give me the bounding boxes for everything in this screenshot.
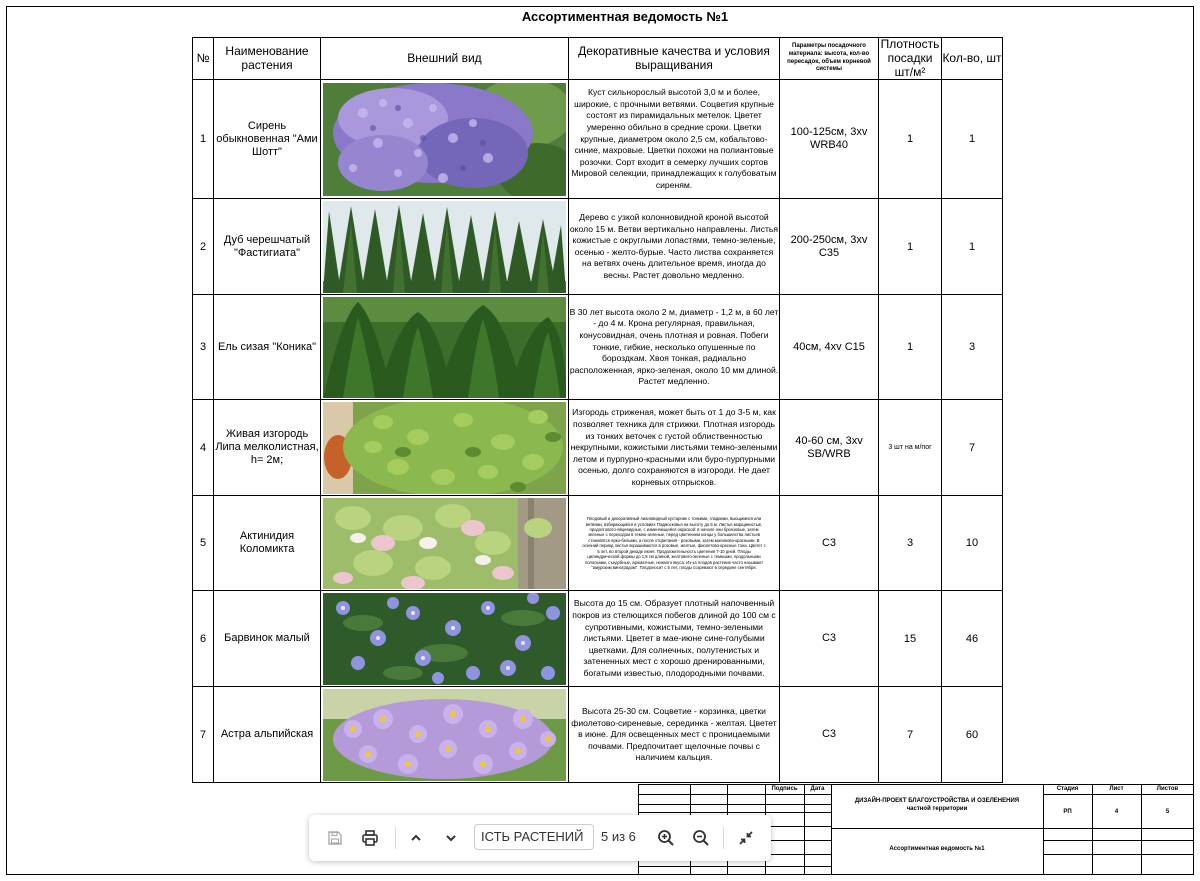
header-density: Плотность посадки шт/м²: [879, 38, 942, 80]
header-appearance: Внешний вид: [321, 38, 569, 80]
assortment-table: [192, 37, 1003, 783]
previous-page-button[interactable]: [403, 824, 429, 852]
row-num: 7: [193, 687, 214, 783]
zoom-in-icon: [657, 829, 675, 847]
plant-params: 40-60 см, 3хv SB/WRB: [780, 400, 879, 496]
stamp-stadia-label: Стадия: [1056, 786, 1079, 792]
stamp-sheet-title: Ассортиментная ведомость №1: [889, 846, 985, 852]
lilac-photo: [323, 83, 566, 196]
stamp-list-label: Лист: [1109, 786, 1124, 792]
header-description: Декоративные качества и условия выращивания: [569, 38, 780, 80]
table-row: [193, 496, 1003, 591]
page-title: Ассортиментная ведомость №1: [521, 9, 729, 24]
plant-params: 200-250см, 3хv С35: [780, 199, 879, 295]
plant-qty: 1: [942, 80, 1003, 199]
plant-name: Дуб черешчатый "Фастигиата": [214, 199, 321, 295]
row-num: 3: [193, 295, 214, 400]
header-qty: Кол-во, шт: [942, 38, 1003, 80]
search-input[interactable]: ІСТЬ РАСТЕНИЙ: [474, 824, 594, 850]
plant-density: 15: [879, 591, 942, 687]
plant-qty: 46: [942, 591, 1003, 687]
plant-params: С3: [780, 687, 879, 783]
header-params: Параметры посадочного материала: высота, кол-во пересадок, объем корневой системы: [780, 38, 879, 80]
plant-name: Барвинок малый: [214, 591, 321, 687]
print-icon: [361, 829, 379, 847]
table-row: [193, 591, 1003, 687]
plant-name: Ель сизая "Коника": [214, 295, 321, 400]
page-indicator: 5 из 6: [601, 829, 636, 844]
plant-density: 7: [879, 687, 942, 783]
table-row: [193, 80, 1003, 199]
plant-density: 3: [879, 496, 942, 591]
plant-description: Дерево с узкой колонновидной кроной высотой около 15 м. Ветви вертикально направлены. Листья кожистые с округлыми лопастями, темно-зеленые, осенью - желто-бурые. Часто листва сохраняется на ветвях очень длительное время, иногда до весны. Растет довольно медленно.: [569, 199, 780, 295]
plant-name: Актинидия Коломикта: [214, 496, 321, 591]
zoom-in-button[interactable]: [653, 824, 679, 852]
plant-description: Высота 25-30 см. Соцветие - корзинка, цветки фиолетово-сиреневые, серединка - желтая. Цветет в июне. Для освещенных мест с проницаемыми почвами. Предпочитает щелочные почвы с наличием кальция.: [569, 687, 780, 783]
row-num: 4: [193, 400, 214, 496]
plant-description: Плодовый и декоративный лиановидный кустарник с тонкими, гладкими, вьющимися или ветвями, взбирающийся в условиях Подмосковья на высоту до 5 м. Листья морщинистые, продолговато-яйцевидные, с изменяющейся окраской: в начале они бронзовые, затем зеленые с переходом в темно-зеленые, перед цветением концы у большинства листьев становятся ярко-белыми, а после отцветания - розовыми, затем малиново-красными. В осенний период листья окрашиваются в розовые, желтые, фиолетово-красные тона. Цветет с 5 лет, во второй декаде июня. Продолжительность цветения 7-10 дней. Плоды цилиндрической формы до 1,8 см длиной, желтовато-зеленые с темными, продольными полосками, съедобные, ароматные, нежного вкуса. Из-за плодов растение часто называют "амурским виноградом". Плодоносит с 5 лет, плоды созревают в середине сентября.: [569, 496, 780, 591]
plant-name: Астра альпийская: [214, 687, 321, 783]
plant-description: Высота до 15 см. Образует плотный напочвенный покров из стелющихся побегов длиной до 100 см с супротивными, кожистыми, темно-зелеными листьями. Цветет в мае-июне сине-голубыми цветками. Для солнечных, полутенистых и затененных мест с хорошо дренированными, богатыми известью, плодородными почвами.: [569, 591, 780, 687]
plant-density: 1: [879, 199, 942, 295]
hedge-photo: [323, 402, 566, 494]
row-num: 1: [193, 80, 214, 199]
stamp-listov: 5: [1165, 809, 1170, 815]
header-num: №: [193, 38, 214, 80]
plant-params: С3: [780, 591, 879, 687]
plant-params: 100-125см, 3хv WRB40: [780, 80, 879, 199]
zoom-out-icon: [692, 829, 710, 847]
plant-description: В 30 лет высота около 2 м, диаметр - 1,2 м, в 60 лет - до 4 м. Крона регулярная, правильная, конусовидная, очень плотная и ровная. Побеги тонкие, гибкие, несколько опушенные по бороздкам. Хвоя тонкая, радиально расположенная, ярко-зеленая, около 10 мм длиной. Растет медленно.: [569, 295, 780, 400]
plant-density: 1: [879, 295, 942, 400]
plant-params: С3: [780, 496, 879, 591]
chevron-up-icon: [409, 831, 423, 845]
plant-description: Куст сильнорослый высотой 3,0 м и более, широкие, с прочными ветвями. Соцветия крупные состоят из пирамидальных метелок. Цветет умеренно обильно в средние сроки. Цветки крупные, диаметром около 2,5 см, кобальтово-синие, махровые. Цветки похожи на полиантовые розочки. Сорт входит в семерку лучших сортов Мировой селекции, принадлежащих к голубоватым сиреням.: [569, 80, 780, 199]
table-header-row: [193, 38, 1003, 80]
table-row: [193, 687, 1003, 783]
collapse-icon: [738, 830, 754, 846]
aster-photo: [323, 689, 566, 781]
zoom-out-button[interactable]: [688, 824, 714, 852]
plant-qty: 7: [942, 400, 1003, 496]
stamp-project: ДИЗАЙН-ПРОЕКТ БЛАГОУСТРОЙСТВА И ОЗЕЛЕНЕНИЯ частной территории: [854, 798, 1020, 812]
row-num: 2: [193, 199, 214, 295]
header-name: Наименование растения: [214, 38, 321, 80]
table-row: [193, 199, 1003, 295]
chevron-down-icon: [444, 831, 458, 845]
stamp-list: 4: [1114, 809, 1119, 815]
plant-name: Сирень обыкновенная "Ами Шотт": [214, 80, 321, 199]
plant-params: 40см, 4хv С15: [780, 295, 879, 400]
plant-qty: 1: [942, 199, 1003, 295]
plant-density: 3 шт на м/пог: [879, 400, 942, 496]
table-row: [193, 400, 1003, 496]
stamp-listov-label: Листов: [1156, 786, 1179, 792]
table-row: [193, 295, 1003, 400]
plant-qty: 60: [942, 687, 1003, 783]
save-button[interactable]: [321, 824, 349, 852]
actinidia-photo: [323, 498, 566, 589]
plant-density: 1: [879, 80, 942, 199]
print-button[interactable]: [356, 824, 384, 852]
stamp-stadia: РП: [1063, 809, 1072, 815]
stamp-data: Дата: [810, 786, 825, 792]
pdf-toolbar: [309, 815, 771, 861]
stamp-podpis: Подпись: [771, 786, 798, 792]
plant-qty: 3: [942, 295, 1003, 400]
plant-description: Изгородь стриженая, может быть от 1 до 3-5 м, как позволяет техника для стрижки. Плотная изгородь из тонких веточек с густой облиственностью некрупными, кожистыми листьями темно-зелеными летом и пурпурно-красными или буро-пурпурными осенью, долго сохраняются в изгороди. Не дает корневых отпрысков.: [569, 400, 780, 496]
plant-qty: 10: [942, 496, 1003, 591]
row-num: 5: [193, 496, 214, 591]
oak-photo: [323, 201, 566, 293]
next-page-button[interactable]: [438, 824, 464, 852]
periwinkle-photo: [323, 593, 566, 685]
plant-name: Живая изгородь Липа мелколистная, h= 2м;: [214, 400, 321, 496]
save-icon: [327, 830, 343, 846]
row-num: 6: [193, 591, 214, 687]
fit-page-button[interactable]: [733, 824, 759, 852]
spruce-photo: [323, 297, 566, 398]
